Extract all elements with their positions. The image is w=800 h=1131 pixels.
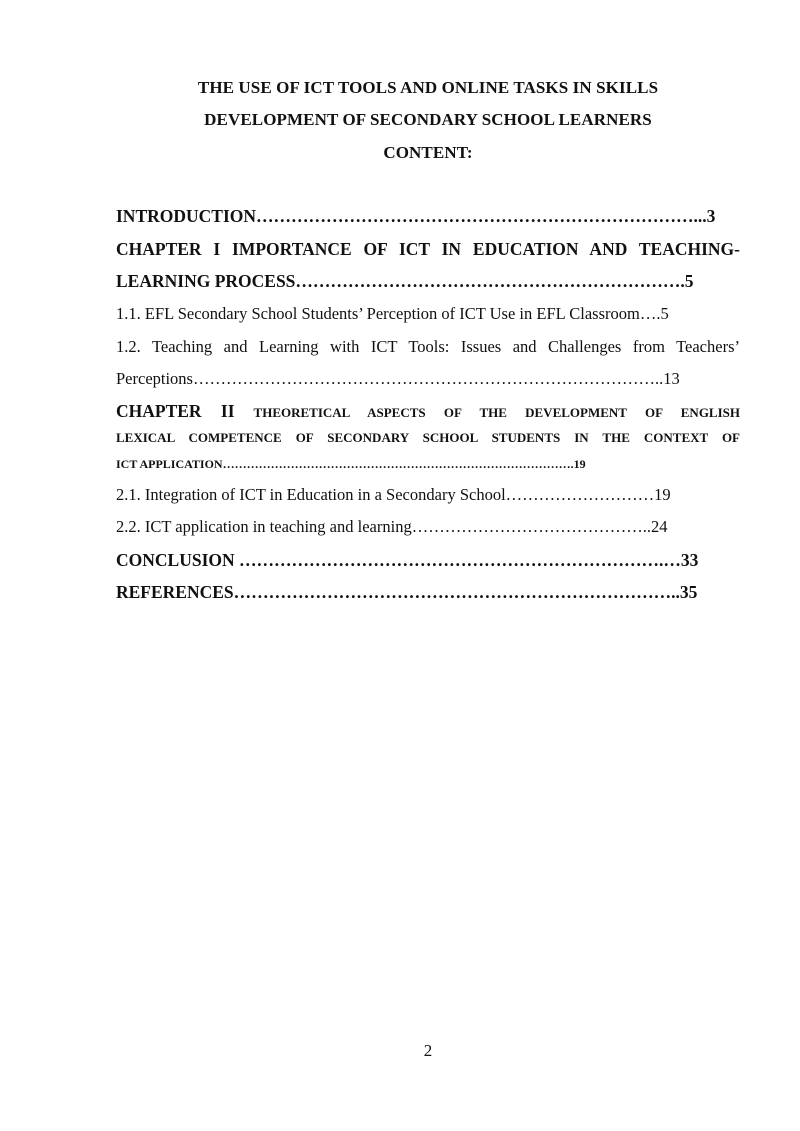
toc-chapter-1-line-2: LEARNING PROCESS………………………………………………………….5	[116, 271, 694, 291]
toc-chapter-2-label: CHAPTER II	[116, 401, 235, 421]
toc-introduction: INTRODUCTION…………………………………………………………………...3	[116, 206, 716, 226]
toc-conclusion: CONCLUSION ……………………………………………………………….…33	[116, 550, 699, 570]
toc-chapter-1-line-1: CHAPTER I IMPORTANCE OF ICT IN EDUCATION AND TEACHING-	[116, 239, 740, 259]
toc-chapter-2-line-1	[116, 401, 740, 422]
content-heading: CONTENT:	[383, 143, 473, 162]
toc-item-1-2-line-2: Perceptions…………………………………………………………………………..13	[116, 369, 680, 388]
toc-chapter-2-line-2: LEXICAL COMPETENCE OF SECONDARY SCHOOL STUDENTS IN THE CONTEXT OF	[116, 430, 740, 445]
toc-item-1-1: 1.1. EFL Secondary School Students’ Perception of ICT Use in EFL Classroom….5	[116, 304, 669, 323]
toc-item-2-2: 2.2. ICT application in teaching and learning……………………………………..24	[116, 517, 668, 536]
toc-chapter-2-title-start: THEORETICAL ASPECTS OF THE DEVELOPMENT OF ENGLISH	[253, 405, 740, 420]
toc-item-1-2-line-1: 1.2. Teaching and Learning with ICT Tools: Issues and Challenges from Teachers’	[116, 337, 740, 356]
toc-references: REFERENCES…………………………………………………………………..35	[116, 582, 698, 602]
toc-item-2-1: 2.1. Integration of ICT in Education in a Secondary School………………………19	[116, 485, 671, 504]
document-title-line-1: THE USE OF ICT TOOLS AND ONLINE TASKS IN SKILLS	[197, 78, 659, 97]
page-number: 2	[423, 1041, 433, 1060]
toc-chapter-2-line-3: ICT APPLICATION…………………………………………………………………………….19	[116, 457, 586, 471]
document-title-line-2: DEVELOPMENT OF SECONDARY SCHOOL LEARNERS	[204, 110, 652, 129]
